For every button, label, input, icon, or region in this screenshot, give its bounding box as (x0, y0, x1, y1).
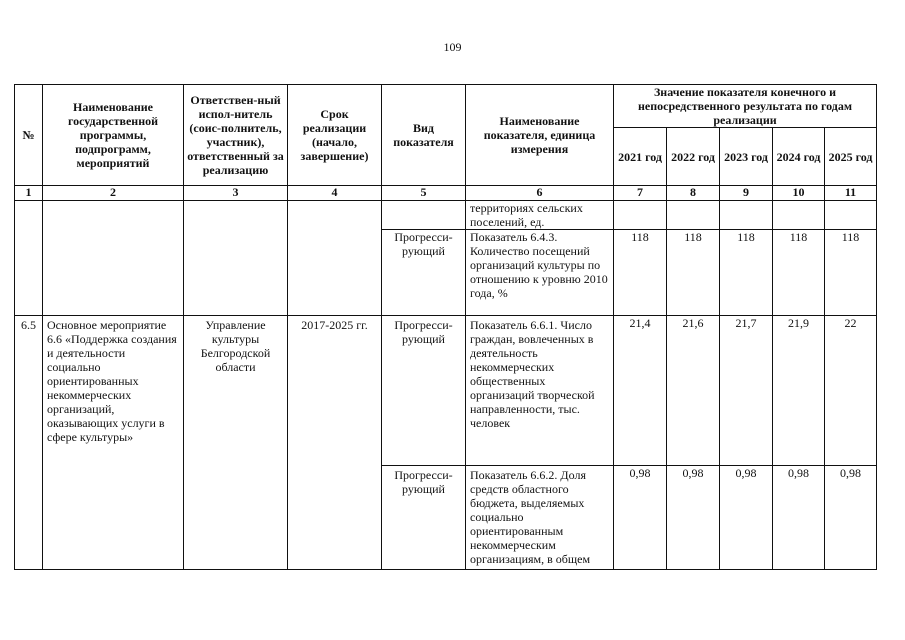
value-2022: 0,98 (667, 466, 720, 570)
column-number: 6 (466, 186, 614, 201)
column-number: 8 (667, 186, 720, 201)
indicator-type: Прогресси-рующий (382, 230, 466, 316)
value-2023: 0,98 (720, 466, 773, 570)
column-number: 2 (43, 186, 184, 201)
header-indicator-type: Вид показателя (382, 85, 466, 186)
header-year: 2025 год (825, 128, 877, 186)
header-number: № (15, 85, 43, 186)
column-number: 7 (614, 186, 667, 201)
column-numbers-row (15, 186, 877, 201)
header-period: Срок реализации (начало, завершение) (288, 85, 382, 186)
value-2022: 21,6 (667, 316, 720, 466)
indicator-type: Прогресси-рующий (382, 316, 466, 466)
value-2021: 21,4 (614, 316, 667, 466)
column-number: 3 (184, 186, 288, 201)
column-number: 11 (825, 186, 877, 201)
value-2023: 21,7 (720, 316, 773, 466)
column-number: 10 (773, 186, 825, 201)
indicators-table (14, 84, 877, 570)
continuation-text: территориях сельских поселений, ед. (466, 201, 614, 230)
activity-row-6-5 (15, 316, 877, 466)
value-2021: 118 (614, 230, 667, 316)
header-responsible: Ответствен-ный испол-нитель (соис-полнитель, участник), ответственный за реализацию (184, 85, 288, 186)
value-2024: 118 (773, 230, 825, 316)
value-2022: 118 (667, 230, 720, 316)
value-2023: 118 (720, 230, 773, 316)
responsible-executor: Управление культуры Белгородской области (184, 316, 288, 570)
activity-number: 6.5 (15, 316, 43, 570)
header-year: 2024 год (773, 128, 825, 186)
header-program-name: Наименование государственной программы, подпрограмм, мероприятий (43, 85, 184, 186)
page-number: 109 (443, 40, 462, 54)
value-2024: 21,9 (773, 316, 825, 466)
value-2024: 0,98 (773, 466, 825, 570)
column-number: 4 (288, 186, 382, 201)
column-number: 5 (382, 186, 466, 201)
value-2025: 0,98 (825, 466, 877, 570)
header-indicator-name: Наименование показателя, единица измерения (466, 85, 614, 186)
indicator-name: Показатель 6.6.2. Доля средств областного бюджета, выделяемых социально ориентированным некоммерческим организациям, в общем (466, 466, 614, 570)
implementation-period: 2017-2025 гг. (288, 316, 382, 570)
header-year: 2021 год (614, 128, 667, 186)
indicator-name: Показатель 6.6.1. Число граждан, вовлеченных в деятельность некоммерческих общественных организаций творческой направленности, тыс. человек (466, 316, 614, 466)
value-2021: 0,98 (614, 466, 667, 570)
column-number: 1 (15, 186, 43, 201)
header-year: 2022 год (667, 128, 720, 186)
indicator-name: Показатель 6.4.3. Количество посещений организаций культуры по отношению к уровню 2010 года, % (466, 230, 614, 316)
continuation-row (15, 201, 877, 230)
indicator-type: Прогресси-рующий (382, 466, 466, 570)
value-2025: 22 (825, 316, 877, 466)
header-values-group: Значение показателя конечного и непосредственного результата по годам реализации (614, 85, 877, 128)
value-2025: 118 (825, 230, 877, 316)
header-year: 2023 год (720, 128, 773, 186)
activity-name: Основное мероприятие 6.6 «Поддержка создания и деятельности социально ориентированных некоммерческих организаций, оказывающих услуги в сфере культуры» (43, 316, 184, 570)
column-number: 9 (720, 186, 773, 201)
